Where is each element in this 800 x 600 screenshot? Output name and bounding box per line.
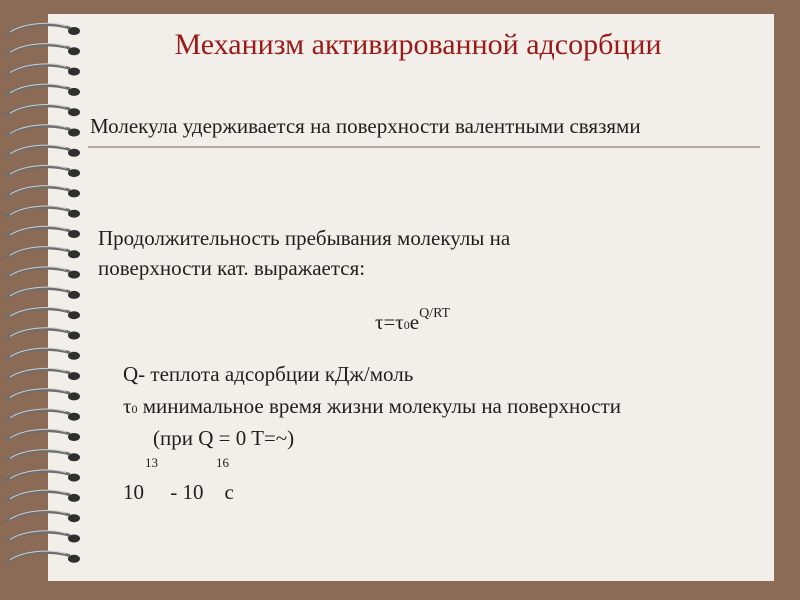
definition-tau	[123, 394, 621, 419]
formula-sub: 0	[403, 318, 410, 332]
binding-hole	[68, 291, 80, 299]
subtitle-divider	[88, 146, 760, 148]
binding-hole	[68, 108, 80, 116]
binding-hole	[68, 250, 80, 258]
range-line: 10 - 10 с	[123, 480, 234, 504]
binding-hole	[68, 372, 80, 380]
paragraph-line-2: поверхности кат. выражается:	[98, 256, 366, 280]
binding-hole	[68, 535, 80, 543]
formula-e: e	[409, 310, 420, 334]
paragraph-line-1: Продолжительность пребывания молекулы на	[98, 226, 511, 250]
formula-exponent: Q/RT	[419, 306, 451, 321]
binding-hole	[68, 453, 80, 461]
tau-symbol: τ	[123, 394, 132, 418]
binding-hole	[68, 149, 80, 157]
binding-hole	[68, 433, 80, 441]
binding-hole	[68, 474, 80, 482]
spiral-binding	[0, 0, 90, 600]
exponent-16: 16	[216, 455, 229, 470]
binding-hole	[68, 271, 80, 279]
slide-title: Механизм активированной адсорбции	[174, 28, 662, 61]
binding-hole	[68, 352, 80, 360]
binding-hole	[68, 413, 80, 421]
definition-condition: (при Q = 0 T=~)	[153, 426, 295, 450]
subtitle-text: Молекула удерживается на поверхности валентными связями	[90, 114, 641, 138]
binding-hole	[68, 189, 80, 197]
binding-hole	[68, 169, 80, 177]
tau-sub: 0	[131, 402, 138, 416]
binding-hole	[68, 392, 80, 400]
binding-hole	[68, 332, 80, 340]
binding-hole	[68, 230, 80, 238]
binding-hole	[68, 88, 80, 96]
binding-hole	[68, 129, 80, 137]
exponent-13: 13	[145, 455, 158, 470]
binding-hole	[68, 210, 80, 218]
definition-q: Q- теплота адсорбции кДж/моль	[123, 362, 414, 386]
binding-hole	[68, 494, 80, 502]
formula	[375, 306, 451, 335]
binding-hole	[68, 514, 80, 522]
binding-hole	[68, 555, 80, 563]
tau-text: минимальное время жизни молекулы на поверхности	[137, 394, 621, 418]
binding-hole	[68, 68, 80, 76]
formula-base: τ=τ	[375, 310, 404, 334]
binding-hole	[68, 311, 80, 319]
